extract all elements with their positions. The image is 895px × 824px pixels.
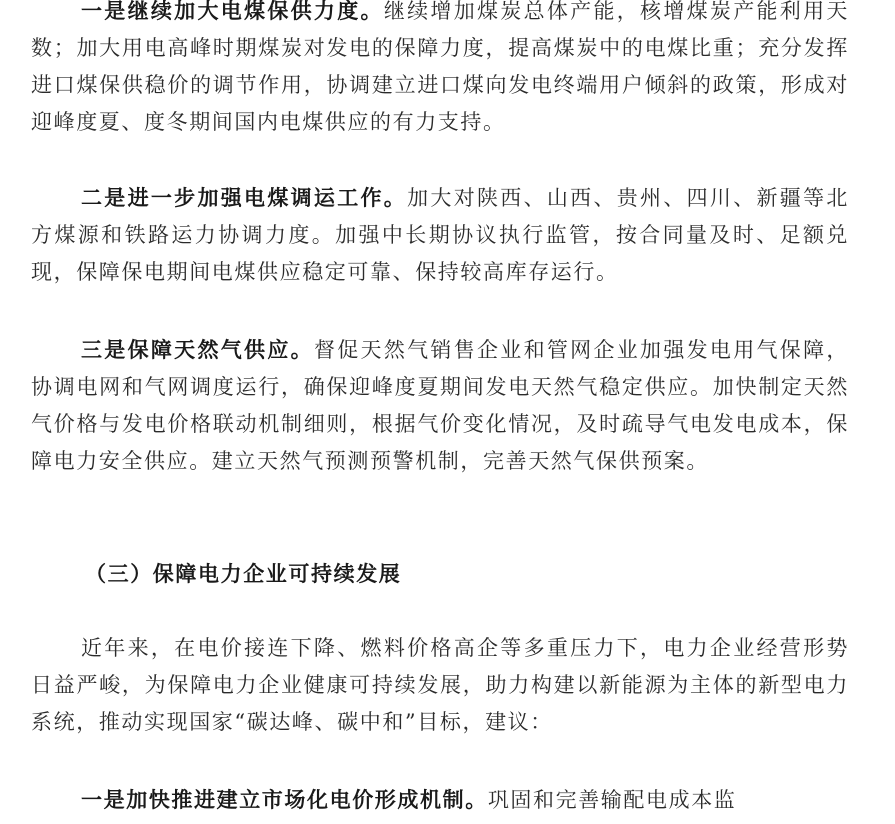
paragraph-lead: 三是保障天然气供应。 xyxy=(81,337,314,362)
paragraph-intro: 近年来，在电价接连下降、燃料价格高企等多重压力下，电力企业经营形势日益严峻，为保障电力企业健康可持续发展，助力构建以新能源为主体的新型电力系统，推动实现国家“碳达峰、碳中和”目标，建议： xyxy=(31,636,849,734)
paragraph-body: 巩固和完善输配电成本监 xyxy=(487,788,737,812)
paragraph-lead: 二是进一步加强电煤调运工作。 xyxy=(81,185,408,210)
paragraph-body: 督促天然气销售企业和管网企业加强发电用气保障，协调电网和气网调度运行，确保迎峰度夏期间发电天然气稳定供应。加快制定天然气价格与发电价格联动机制细则，根据气价变化情况，及时疏导气电发电成本，保障电力安全供应。建立天然气预测预警机制，完善天然气保供预案。 xyxy=(31,338,849,473)
section-heading: （三）保障电力企业可持续发展 xyxy=(85,561,402,586)
paragraph-coal-supply xyxy=(31,0,849,141)
paragraph-market-pricing xyxy=(31,781,849,819)
paragraph-body: 加大对陕西、山西、贵州、四川、新疆等北方煤源和铁路运力协调力度。加强中长期协议执行监管，按合同量及时、足额兑现，保障保电期间电煤供应稳定可靠、保持较高库存运行。 xyxy=(31,186,849,284)
paragraph-lead: 一是加快推进建立市场化电价形成机制。 xyxy=(81,787,488,812)
paragraph-coal-transport xyxy=(31,179,849,291)
paragraph-lead: 一是继续加大电煤保供力度。 xyxy=(81,0,384,23)
paragraph-body: 继续增加煤炭总体产能，核增煤炭产能利用天数；加大用电高峰时期煤炭对发电的保障力度，提高煤炭中的电煤比重；充分发挥进口煤保供稳价的调节作用，协调建立进口煤向发电终端用户倾斜的政策，形成对迎峰度夏、度冬期间国内电煤供应的有力支持。 xyxy=(31,0,849,134)
paragraph-gas-supply xyxy=(31,331,849,480)
